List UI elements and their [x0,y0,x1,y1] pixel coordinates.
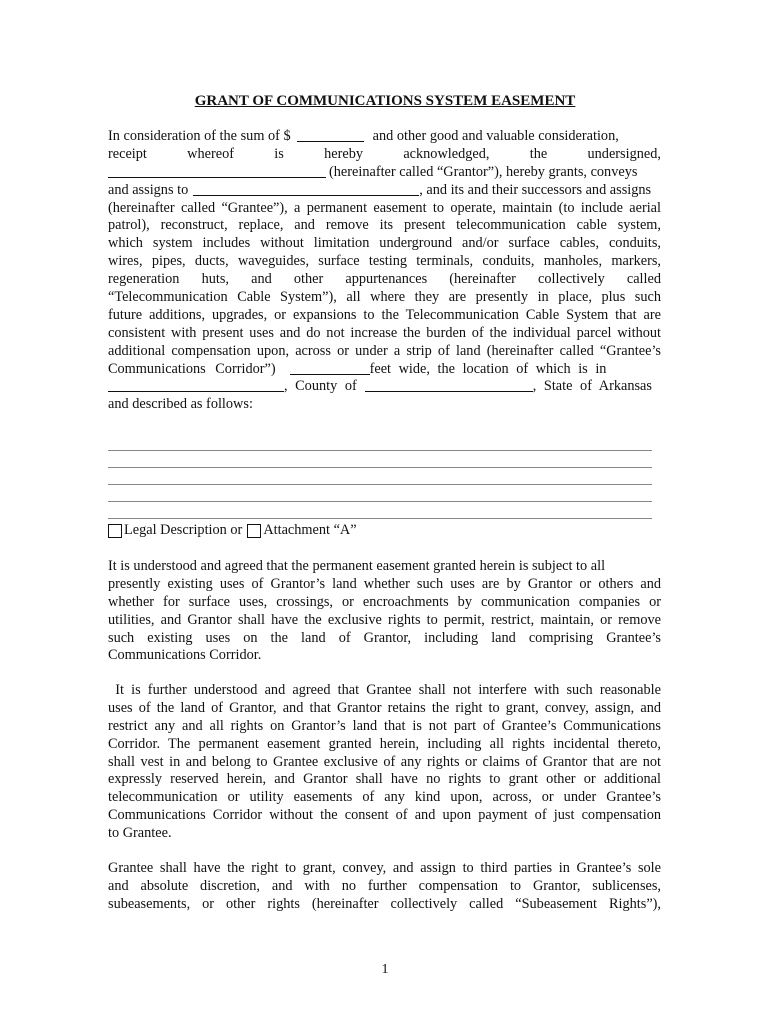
legal-description-label: Legal Description or [124,522,243,538]
grantee-name-blank[interactable] [193,182,419,196]
document-title: GRANT OF COMMUNICATIONS SYSTEM EASEMENT [194,93,576,109]
attachment-a-checkbox[interactable] [247,524,261,538]
description-line[interactable] [108,518,652,519]
sum-blank[interactable] [297,128,364,142]
description-option-row [108,522,357,539]
legal-description-checkbox[interactable] [108,524,122,538]
description-line[interactable] [108,467,652,468]
existing-uses-paragraph: It is understood and agreed that the permanent easement granted herein is subject to all presently existing uses of Grantor’s land whether such uses are by Grantor or others and whether for surface uses, crossings, or encroachments by communication companies or utilities, and Grantor shall have the exclusive rights to permit, restrict, maintain, or remove such existing uses on the land of Grantor, including land comprising Grantee’s Communications Corridor. [108,558,661,664]
page-number: 1 [381,962,389,977]
grantor-name-blank[interactable] [108,164,326,178]
description-line[interactable] [108,450,652,451]
corridor-width-blank[interactable] [290,361,370,375]
description-line[interactable] [108,484,652,485]
description-line[interactable] [108,501,652,502]
receipt-line: receipt whereof is hereby acknowledged, the undersigned, [108,145,661,162]
location-blank[interactable] [108,378,284,392]
grantor-rights-paragraph: It is further understood and agreed that Grantee shall not interfere with such reasonable uses of the land of Grantor, and that Grantor retains the right to grant, convey, assign, and restrict any and all rights on Grantor’s land that is not part of Grantee’s Communications Corridor. The permanent easement granted herein, including all rights incidental thereto, shall vest in and belong to Grantee exclusive of any rights or claims of Grantor that are not expressly reserved herein, and Grantor shall have no rights to grant other or additional telecommunication or utility easements of any kind upon, across, or under Grantee’s Communications Corridor without the consent of and upon payment of just compensation to Grantee. [108,682,661,842]
county-blank[interactable] [365,378,533,392]
attachment-a-label: Attachment “A” [263,522,357,538]
consideration-paragraph: In consideration of the sum of $ and other good and valuable consideration, receipt whereof is hereby acknowledged, the undersigned, (hereinafter called “Grantor”), hereby grants, conveys and assigns to , and its and their successors and assigns (hereinafter called “Grantee”), a permanent easement to operate, maintain (to include aerial patrol), reconstruct, replace, and remove its present telecommunication cable system, which system includes without limitation underground and/or surface cables, conduits, wires, pipes, ducts, waveguides, surface testing terminals, conduits, manholes, markers, regeneration huts, and other appurtenances (hereinafter collectively called “Telecommunication Cable System”), all where they are presently in place, plus such future additions, upgrades, or expansions to the Telecommunication Cable System that are consistent with present uses and do not increase the burden of the individual parcel without additional compensation upon, across or under a strip of land (hereinafter called “Grantee’s Communications Corridor”) feet wide, the location of which is in , County of , State of Arkansas and described as follows: [108,128,661,413]
subeasement-paragraph: Grantee shall have the right to grant, convey, and assign to third parties in Grantee’s sole and absolute discretion, and with no further compensation to Grantor, sublicenses, subeasements, or other rights (hereinafter collectively called “Subeasement Rights”), [108,860,661,912]
